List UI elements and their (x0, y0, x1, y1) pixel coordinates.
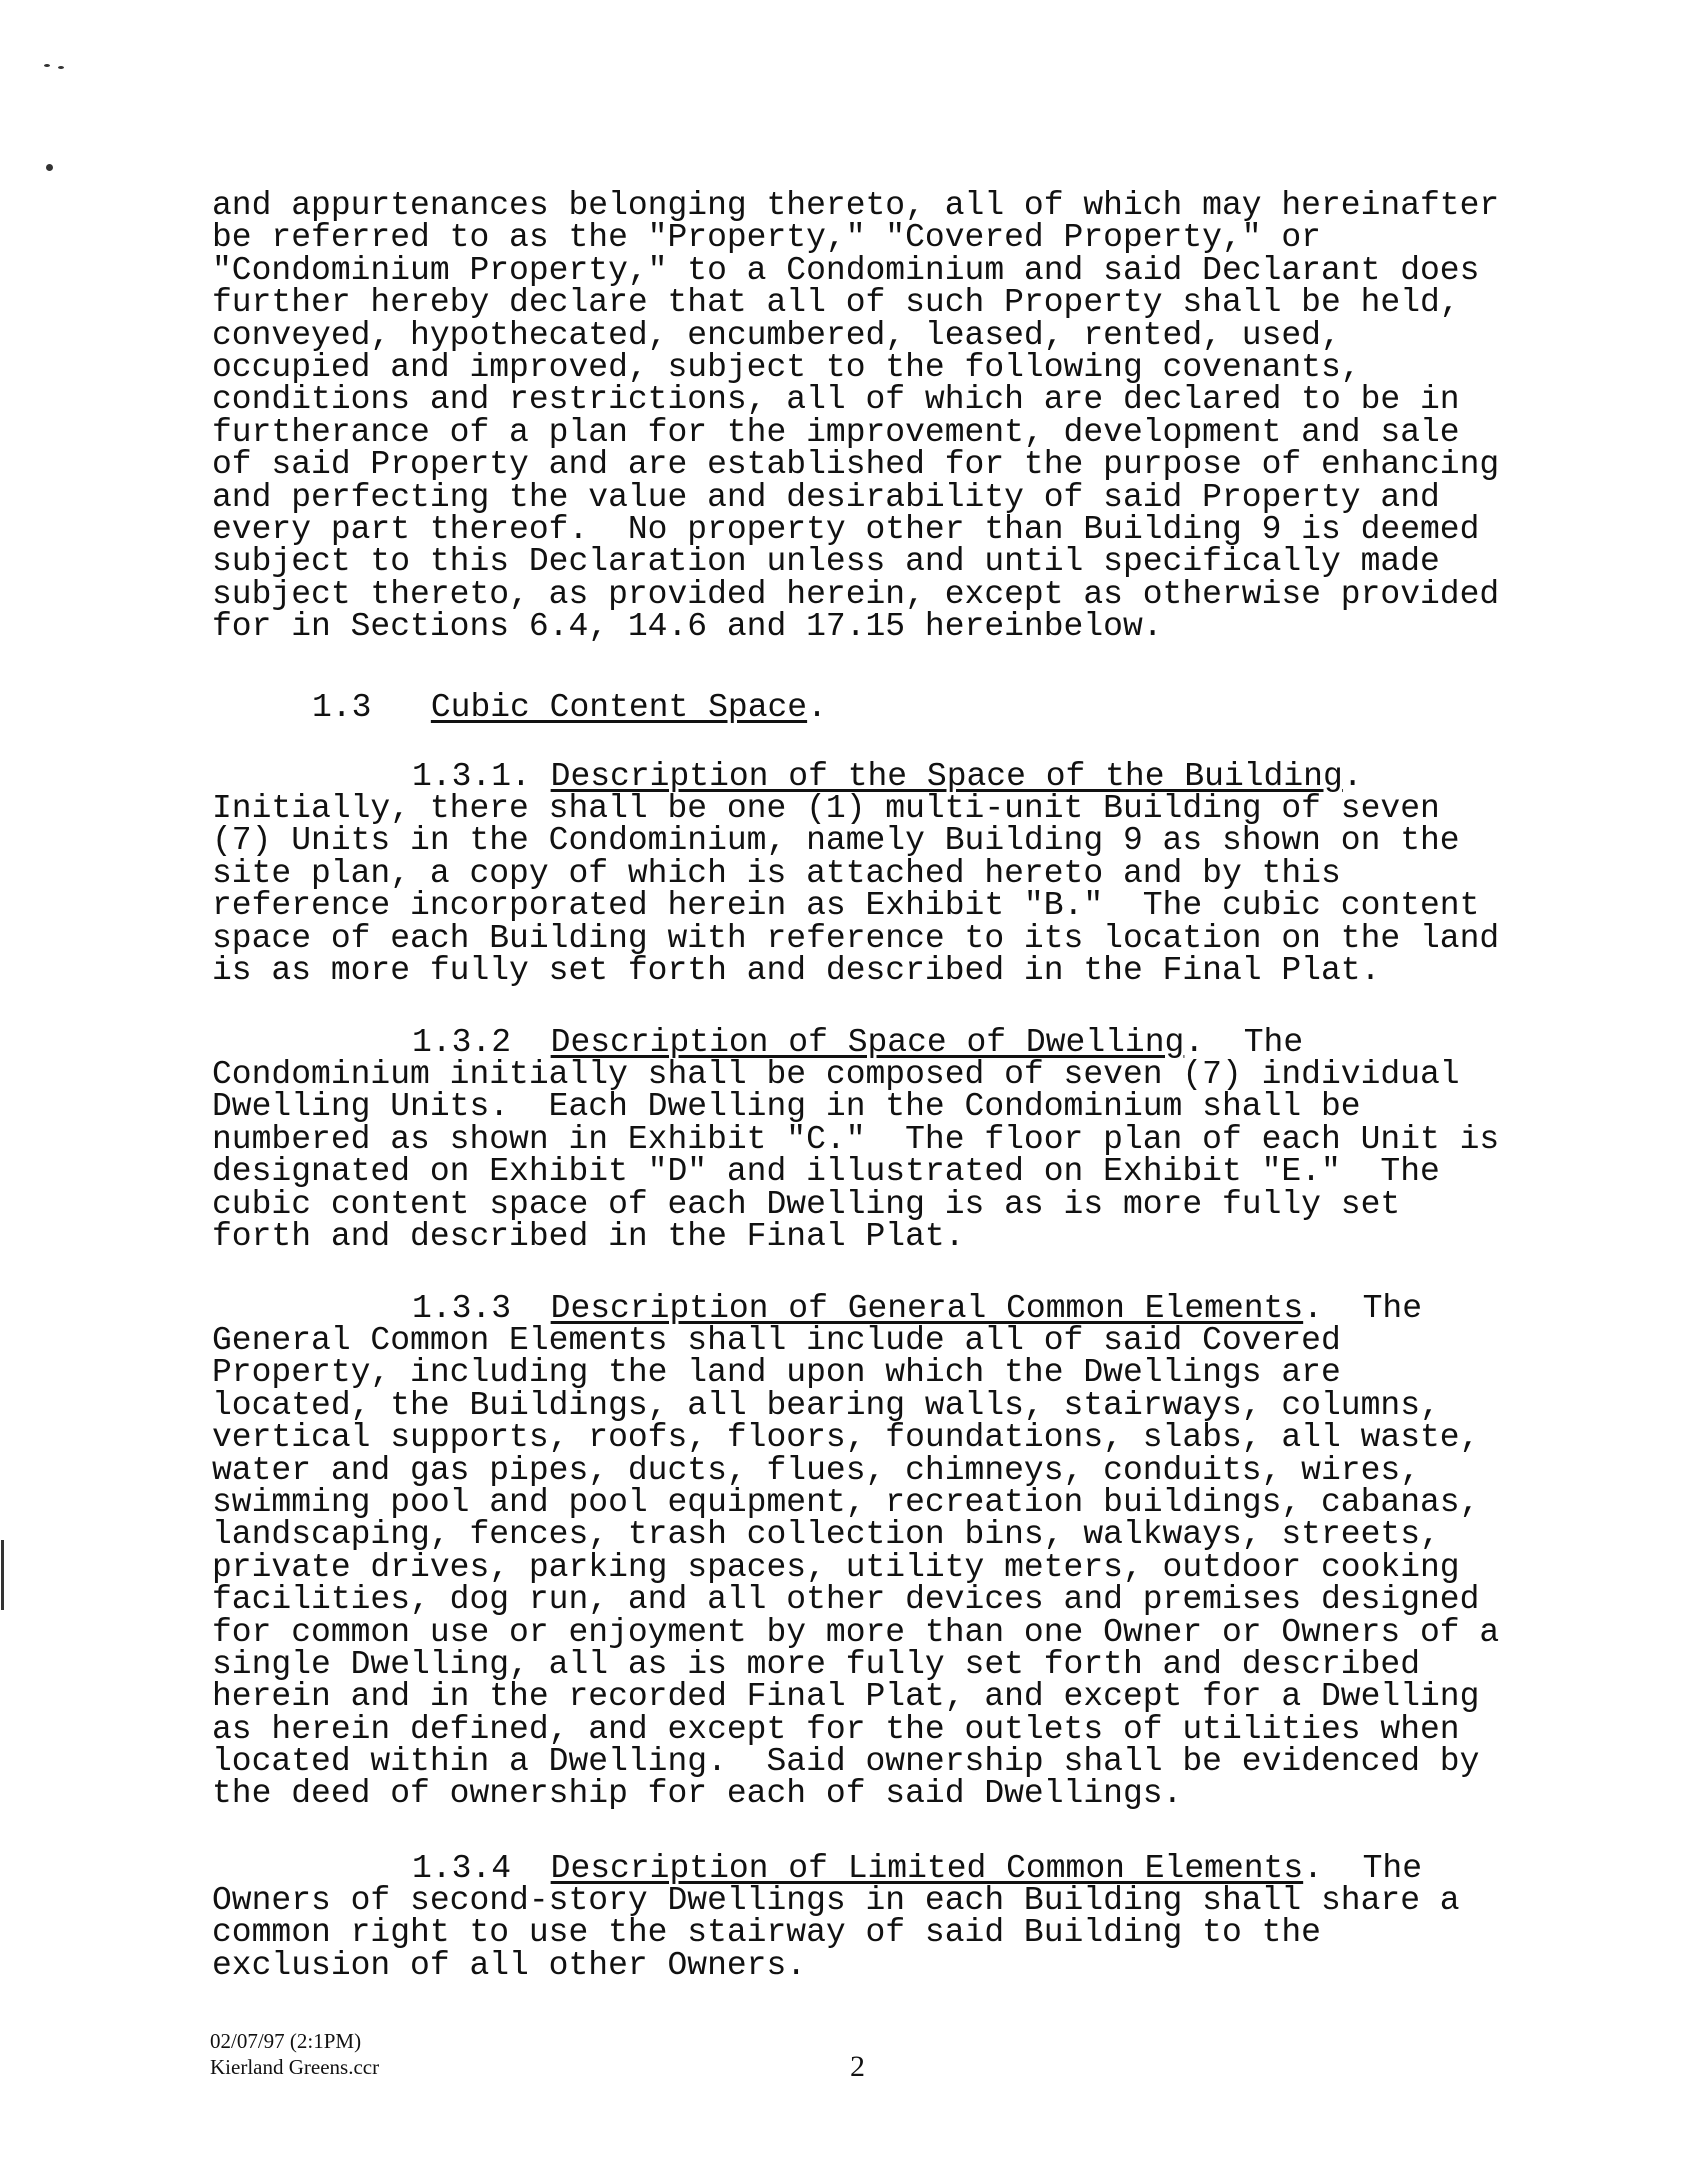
section-body-1-3-2 (212, 1056, 1500, 1255)
text-line: single Dwelling, all as is more fully set forth and described (212, 1645, 1420, 1683)
text-line: forth and described in the Final Plat. (212, 1217, 965, 1255)
section-body-1-3-4 (212, 1882, 1460, 1984)
text-line: is as more fully set forth and described in the Final Plat. (212, 951, 1381, 989)
section-title-suffix: . (1342, 758, 1363, 795)
section-title: Description of Limited Common Elements (550, 1850, 1304, 1887)
text-line: conditions and restrictions, all of which are declared to be in (212, 381, 1460, 419)
text-line: facilities, dog run, and all other devices and premises designed (212, 1581, 1480, 1619)
text-line: Initially, there shall be one (1) multi-unit Building of seven (212, 790, 1440, 827)
text-line: every part thereof. No property other than Building 9 is deemed (212, 510, 1480, 548)
section-number: 1.3.2 (412, 1024, 512, 1061)
section-title: Description of Space of Dwelling (550, 1024, 1185, 1061)
section-number: 1.3 (312, 689, 372, 726)
text-line: as herein defined, and except for the outlets of utilities when (212, 1710, 1460, 1748)
section-title: Description of General Common Elements (550, 1290, 1304, 1327)
section-heading-1-3-2 (412, 1024, 1304, 1061)
section-body-1-3-1 (212, 790, 1500, 989)
page-number: 2 (850, 2050, 865, 2083)
text-line: occupied and improved, subject to the following covenants, (212, 348, 1361, 386)
footer-meta (210, 2028, 379, 2080)
text-line: designated on Exhibit "D" and illustrated on Exhibit "E." The (212, 1153, 1440, 1191)
section-title: Cubic Content Space (430, 689, 808, 726)
text-line: Property, including the land upon which the Dwellings are (212, 1354, 1341, 1392)
text-line: conveyed, hypothecated, encumbered, leased, rented, used, (212, 316, 1341, 354)
section-body-1-3-3 (212, 1322, 1500, 1813)
text-line: of said Property and are established for the purpose of enhancing (212, 446, 1500, 484)
text-line: subject thereto, as provided herein, except as otherwise provided (212, 575, 1500, 613)
text-line: numbered as shown in Exhibit "C." The floor plan of each Unit is (212, 1120, 1500, 1158)
text-line: cubic content space of each Dwelling is as is more fully set (212, 1185, 1401, 1223)
text-line: located, the Buildings, all bearing walls, stairways, columns, (212, 1386, 1440, 1424)
text-line: herein and in the recorded Final Plat, and except for a Dwelling (212, 1678, 1480, 1716)
section-title-suffix: . (807, 689, 827, 726)
section-number: 1.3.1. (412, 758, 531, 795)
text-line: common right to use the stairway of said Building to the (212, 1914, 1321, 1952)
section-number: 1.3.4 (412, 1850, 512, 1887)
text-line: (7) Units in the Condominium, namely Building 9 as shown on the (212, 822, 1460, 860)
text-line: General Common Elements shall include all of said Covered (212, 1322, 1341, 1359)
section-title-suffix: . The (1303, 1850, 1422, 1887)
text-line: located within a Dwelling. Said ownership shall be evidenced by (212, 1743, 1480, 1781)
text-line: Owners of second-story Dwellings in each Building shall share a (212, 1882, 1460, 1919)
footer-filename: Kierland Greens.ccr (210, 2055, 380, 2079)
text-line: for common use or enjoyment by more than one Owner or Owners of a (212, 1613, 1500, 1651)
intro-paragraph (212, 187, 1500, 646)
text-line: subject to this Declaration unless and until specifically made (212, 543, 1440, 581)
section-title-suffix: . The (1184, 1024, 1304, 1061)
text-line: further hereby declare that all of such Property shall be held, (212, 284, 1460, 322)
footer-date: 02/07/97 (2:1PM) (210, 2029, 362, 2053)
text-line: and appurtenances belonging thereto, all of which may hereinafter (212, 187, 1500, 224)
scan-artifact (58, 66, 64, 69)
text-line: site plan, a copy of which is attached hereto and by this (212, 854, 1341, 892)
text-line: swimming pool and pool equipment, recreation buildings, cabanas, (212, 1483, 1480, 1521)
text-line: "Condominium Property," to a Condominium and said Declarant does (212, 251, 1480, 289)
scan-artifact (46, 164, 53, 171)
scan-artifact (44, 64, 50, 67)
text-line: landscaping, fences, trash collection bins, walkways, streets, (212, 1516, 1440, 1554)
text-line: furtherance of a plan for the improvement, development and sale (212, 413, 1460, 451)
section-heading-1-3-4 (412, 1850, 1422, 1887)
text-line: exclusion of all other Owners. (212, 1946, 807, 1984)
text-line: Dwelling Units. Each Dwelling in the Condominium shall be (212, 1088, 1361, 1126)
text-line: vertical supports, roofs, floors, foundations, slabs, all waste, (212, 1419, 1480, 1457)
section-title: Description of the Space of the Building (550, 758, 1343, 795)
text-line: be referred to as the "Property," "Covered Property," or (212, 219, 1321, 257)
text-line: Condominium initially shall be composed of seven (7) individual (212, 1056, 1460, 1093)
scan-artifact (1, 1540, 4, 1610)
text-line: and perfecting the value and desirability of said Property and (212, 478, 1440, 516)
text-line: private drives, parking spaces, utility meters, outdoor cooking (212, 1548, 1460, 1586)
section-heading-1-3 (312, 689, 827, 726)
section-title-suffix: . The (1303, 1290, 1422, 1327)
text-line: for in Sections 6.4, 14.6 and 17.15 hereinbelow. (212, 608, 1163, 646)
section-number: 1.3.3 (412, 1290, 512, 1327)
text-line: space of each Building with reference to its location on the land (212, 919, 1500, 957)
section-heading-1-3-3 (412, 1290, 1422, 1327)
text-line: the deed of ownership for each of said Dwellings. (212, 1775, 1183, 1813)
text-line: water and gas pipes, ducts, flues, chimneys, conduits, wires, (212, 1451, 1420, 1489)
text-line: reference incorporated herein as Exhibit "B." The cubic content (212, 887, 1480, 925)
section-heading-1-3-1 (412, 758, 1363, 795)
